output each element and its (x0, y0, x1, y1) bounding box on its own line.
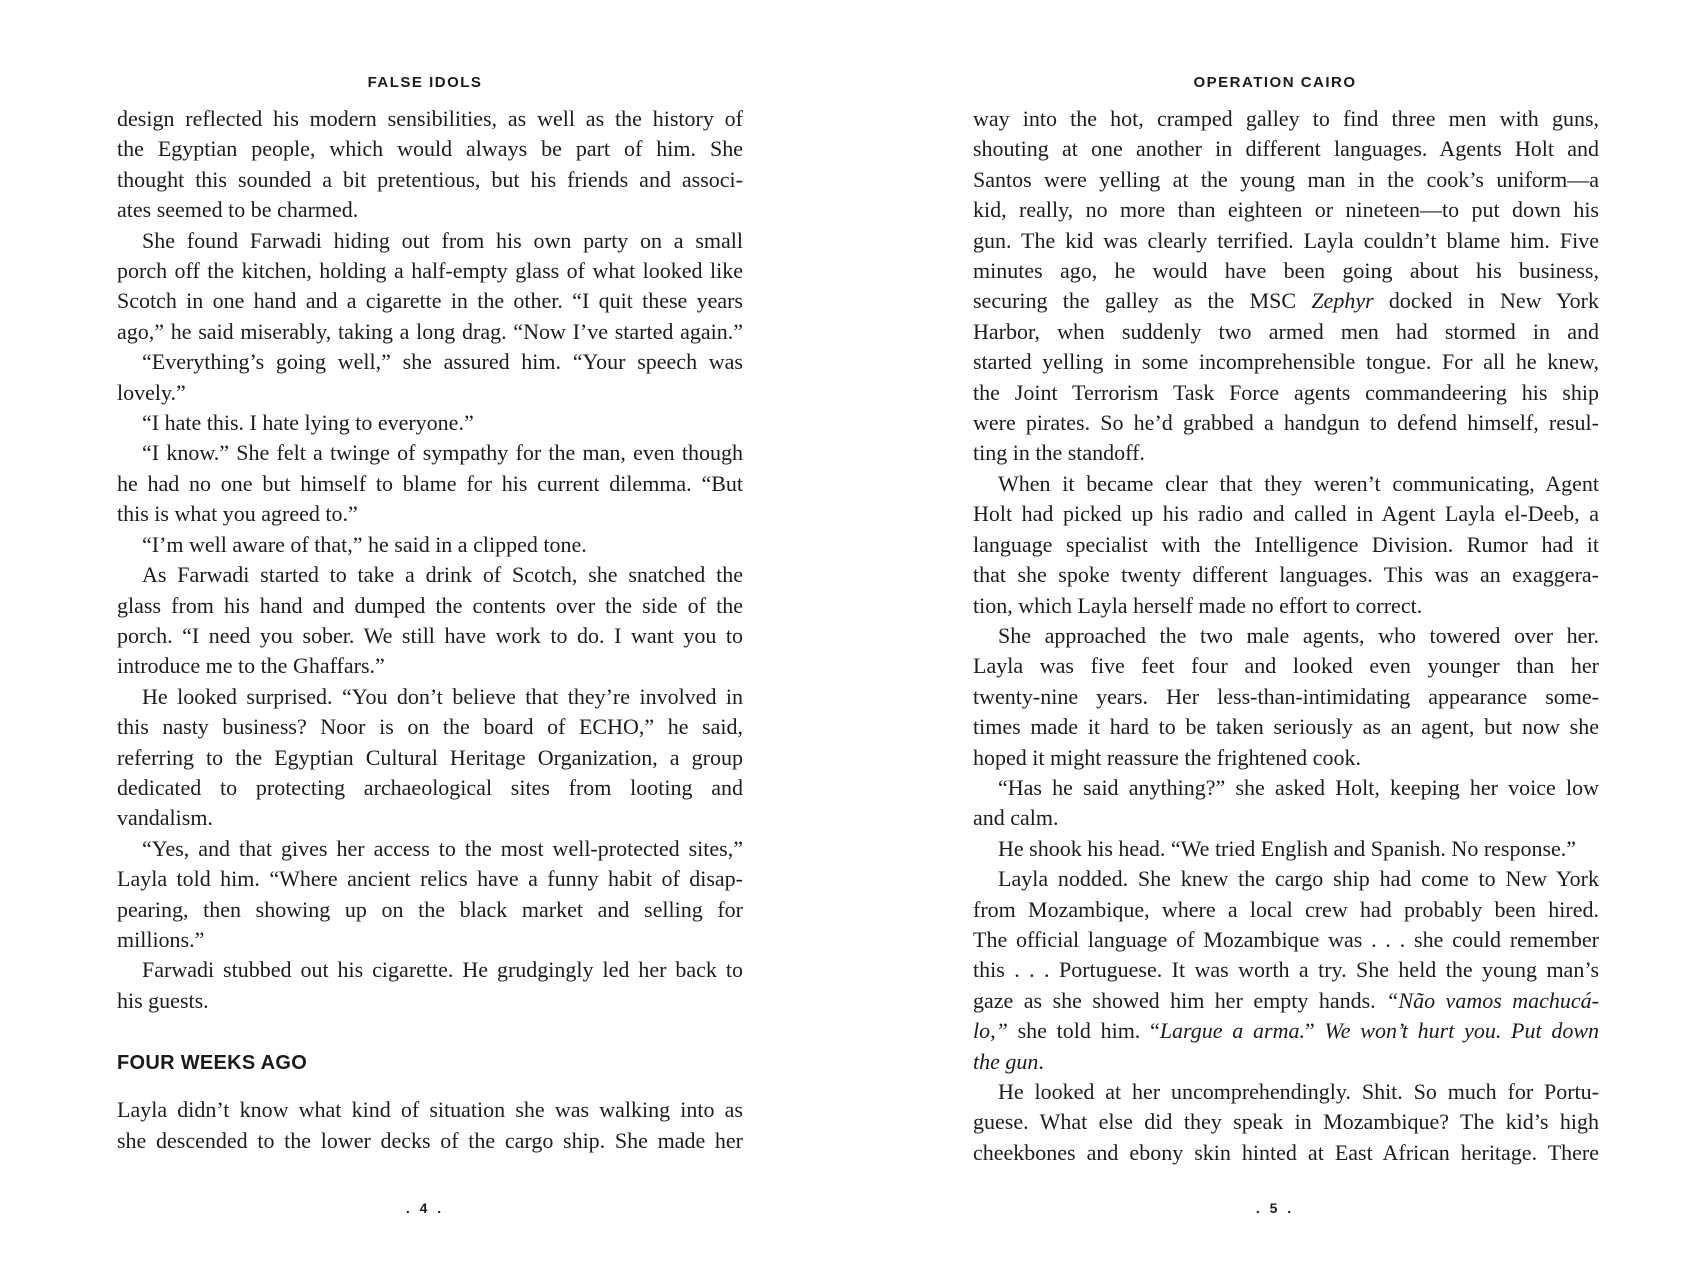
text-line: ago,” he said miserably, taking a long drag. “Now I’ve started again.” (117, 318, 743, 344)
text-line: this is what you agreed to.” (117, 501, 358, 527)
text-line: Layla nodded. She knew the cargo ship had come to New York (998, 866, 1599, 892)
text-line: ates seemed to be charmed. (117, 197, 359, 223)
ship-name: Zephyr (1311, 288, 1374, 314)
text-line: dedicated to protecting archaeological sites from looting and (117, 774, 743, 800)
text-line: Scotch in one hand and a cigarette in the other. “I quit these years (117, 288, 743, 314)
text-line: he had no one but himself to blame for his current dilemma. “But (117, 470, 743, 496)
right-page (850, 0, 1700, 1275)
text-line: porch off the kitchen, holding a half-empty glass of what looked like (117, 258, 743, 284)
portuguese-phrase: Largue a arma. (1159, 1018, 1305, 1044)
section-heading: FOUR WEEKS AGO (117, 1052, 308, 1075)
running-head-left: FALSE IDOLS (367, 74, 483, 91)
text-line: she descended to the lower decks of the cargo ship. She made her (117, 1127, 743, 1153)
text-line: minutes ago, he would have been going about his business, (973, 258, 1599, 284)
text-line-mixed (973, 286, 1599, 316)
text-line: The official language of Mozambique was . . . she could remember (973, 926, 1599, 952)
text-line: He looked surprised. “You don’t believe that they’re involved in (142, 683, 743, 709)
text-line: lovely.” (117, 379, 186, 405)
text-line: “Has he said anything?” she asked Holt, keeping her voice low (998, 774, 1599, 800)
translation-phrase: We won’t hurt you. Put down (1324, 1018, 1600, 1044)
text-line: this . . . Portuguese. It was worth a try. She held the young man’s (973, 957, 1599, 983)
translation-phrase: the gun (973, 1048, 1039, 1074)
text-line: his guests. (117, 987, 209, 1013)
text-line: When it became clear that they weren’t communicating, Agent (998, 470, 1599, 496)
left-page-text (117, 104, 743, 1156)
text-line-mixed (973, 1047, 1599, 1077)
text-line: gun. The kid was clearly terrified. Layla couldn’t blame him. Five (973, 227, 1599, 253)
text-line: shouting at one another in different languages. Agents Holt and (973, 136, 1599, 162)
text-line: porch. “I need you sober. We still have work to do. I want you to (117, 622, 743, 648)
text-line: from Mozambique, where a local crew had probably been hired. (973, 896, 1599, 922)
text-line: thought this sounded a bit pretentious, but his friends and associ- (117, 166, 743, 192)
text-line: language specialist with the Intelligence Division. Rumor had it (973, 531, 1599, 557)
page-number-left: . 4 . (405, 1200, 445, 1216)
text-line: Layla was five feet four and looked even younger than her (973, 653, 1599, 679)
text-line: Harbor, when suddenly two armed men had stormed in and (973, 318, 1599, 344)
text-line: “Everything’s going well,” she assured him. “Your speech was (142, 349, 743, 375)
portuguese-phrase: “Não vamos machucá- (1386, 987, 1599, 1013)
text-run: ” (1304, 1018, 1325, 1044)
text-line: Layla didn’t know what kind of situation she was walking into as (117, 1097, 743, 1123)
text-line: design reflected his modern sensibilities, as well as the history of (117, 106, 743, 131)
text-line: way into the hot, cramped galley to find three men with guns, (973, 106, 1599, 131)
text-line: He shook his head. “We tried English and Spanish. No response.” (998, 835, 1577, 861)
text-line: “I hate this. I hate lying to everyone.” (142, 410, 474, 436)
text-line: twenty-nine years. Her less-than-intimidating appearance some- (973, 683, 1599, 709)
text-line: tion, which Layla herself made no effort to correct. (973, 592, 1423, 618)
text-line-mixed (973, 1016, 1599, 1046)
text-run: securing the galley as the MSC (973, 288, 1297, 314)
text-line: She approached the two male agents, who towered over her. (998, 622, 1599, 648)
text-line: glass from his hand and dumped the contents over the side of the (117, 592, 743, 618)
text-run: docked in New York (1388, 288, 1599, 314)
text-line: Holt had picked up his radio and called in Agent Layla el-Deeb, a (973, 501, 1599, 527)
text-line: “Yes, and that gives her access to the most well-protected sites,” (142, 835, 743, 861)
text-line: cheekbones and ebony skin hinted at East African heritage. There (973, 1139, 1599, 1165)
text-line: were pirates. So he’d grabbed a handgun to defend himself, resul- (973, 410, 1599, 436)
text-line: started yelling in some incomprehensible tongue. For all he knew, (973, 349, 1599, 375)
text-line: pearing, then showing up on the black market and selling for (117, 896, 743, 922)
text-line: vandalism. (117, 805, 213, 831)
text-line: Layla told him. “Where ancient relics have a funny habit of disap- (117, 866, 743, 892)
text-line: the Egyptian people, which would always be part of him. She (117, 136, 743, 162)
text-line: referring to the Egyptian Cultural Heritage Organization, a group (117, 744, 743, 770)
text-line: kid, really, no more than eighteen or nineteen—to put down his (973, 197, 1599, 223)
text-line-mixed (973, 986, 1599, 1016)
text-line: that she spoke twenty different languages. This was an exaggera- (973, 562, 1599, 588)
text-line: She found Farwadi hiding out from his own party on a small (142, 227, 743, 253)
text-line: guese. What else did they speak in Mozambique? The kid’s high (973, 1109, 1599, 1135)
text-line: hoped it might reassure the frightened cook. (973, 744, 1361, 770)
portuguese-phrase: lo,” (973, 1018, 1008, 1044)
text-line: Farwadi stubbed out his cigarette. He grudgingly led her back to (142, 957, 743, 983)
text-line: As Farwadi started to take a drink of Scotch, she snatched the (142, 562, 743, 588)
text-line: “I know.” She felt a twinge of sympathy for the man, even though (142, 440, 743, 466)
text-line: the Joint Terrorism Task Force agents commandeering his ship (973, 379, 1599, 405)
running-head-right: OPERATION CAIRO (1193, 74, 1357, 91)
text-line: “I’m well aware of that,” he said in a clipped tone. (142, 531, 587, 557)
text-run: gaze as she showed him her empty hands. (973, 987, 1387, 1013)
text-line: introduce me to the Ghaffars.” (117, 653, 385, 679)
text-run: . (1038, 1048, 1044, 1074)
text-line: and calm. (973, 805, 1059, 831)
text-line: ting in the standoff. (973, 440, 1145, 466)
text-line: times made it hard to be taken seriously as an agent, but now she (973, 714, 1599, 740)
right-page-text (973, 104, 1599, 1168)
text-run: she told him. “ (1007, 1018, 1160, 1044)
text-line: this nasty business? Noor is on the board of ECHO,” he said, (117, 714, 743, 740)
text-line: Santos were yelling at the young man in the cook’s uniform—a (973, 166, 1599, 192)
text-line: millions.” (117, 926, 205, 952)
page-number-right: . 5 . (1255, 1200, 1295, 1216)
text-line: He looked at her uncomprehendingly. Shit. So much for Portu- (998, 1079, 1599, 1104)
